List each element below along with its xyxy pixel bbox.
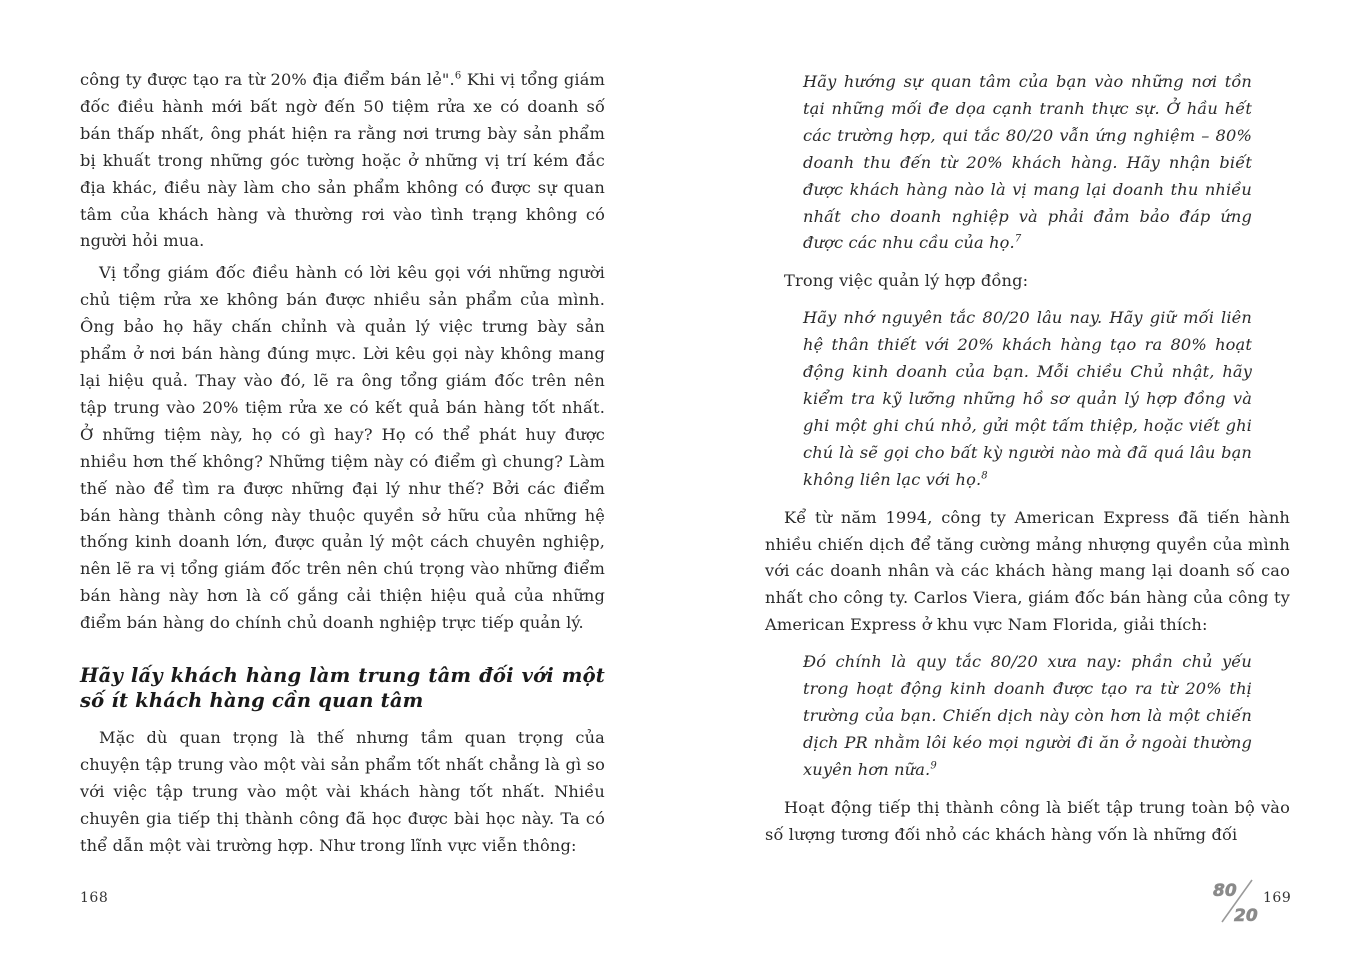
- footnote-marker: 7: [1014, 234, 1022, 246]
- quote-text: Hãy nhớ nguyên tắc 80/20 lâu nay. Hãy giữ mối liên hệ thân thiết với 20% khách hàng tạo ra 80% hoạt động kinh doanh của bạn. Mỗi chiều Chủ nhật, hãy kiểm tra kỹ lưỡng những hồ sơ quản lý hợp đồng và ghi một ghi chú nhỏ, gửi một tấm thiệp, hoặc viết ghi chú là sẽ gọi cho bất kỳ người nào mà đã quá lâu bạn không liên lạc với họ.: [803, 308, 1252, 489]
- paragraph-american-express: Kể từ năm 1994, công ty American Express đã tiến hành nhiều chiến dịch để tăng cường mảng nhượng quyền của mình với các doanh nhân và các khách hàng mang lại doanh số cao nhất cho công ty. Carlos Viera, giám đốc bán hàng của công ty American Express ở khu vực Nam Florida, giải thích:: [765, 507, 1290, 635]
- logo-bottom-number: 20: [1234, 906, 1258, 926]
- left-text-column: [80, 67, 605, 860]
- page-number-right: 169: [1263, 890, 1292, 906]
- footnote-marker: 6: [454, 70, 462, 82]
- paragraph-text: công ty được tạo ra từ 20% địa điểm bán lẻ".: [80, 70, 455, 89]
- quote-block-2: [803, 305, 1252, 493]
- section-heading: Hãy lấy khách hàng làm trung tâm đối với một số ít khách hàng cần quan tâm: [80, 664, 605, 713]
- paragraph-contract-intro: Trong việc quản lý hợp đồng:: [784, 271, 1029, 291]
- quote-block-3: [803, 649, 1252, 784]
- quote-text: Đó chính là quy tắc 80/20 xưa nay: phần chủ yếu trong hoạt động kinh doanh được tạo ra từ 20% thị trường của bạn. Chiến dịch này còn hơn là một chiến dịch PR nhằm lôi kéo mọi người đi ăn ở ngoài thường xuyên hơn nữa.: [803, 652, 1252, 779]
- book-logo-80-20: [1212, 876, 1262, 926]
- footnote-marker: 8: [981, 470, 988, 482]
- right-text-column: [765, 67, 1290, 848]
- right-page: [685, 0, 1370, 969]
- page-number-left: 168: [80, 890, 109, 906]
- footnote-marker: 9: [930, 760, 937, 772]
- paragraph-marketing: Hoạt động tiếp thị thành công là biết tập trung toàn bộ vào số lượng tương đối nhỏ các khách hàng vốn là những đối: [765, 797, 1290, 844]
- paragraph-text: Khi vị tổng giám đốc điều hành mới bất ngờ đến 50 tiệm rửa xe có doanh số bán thấp nhất, ông phát hiện ra rằng nơi trưng bày sản phẩm bị khuất trong những góc tường hoặc ở những vị trí kém đắc địa khác, điều này làm cho sản phẩm không có được sự quan tâm của khách hàng và thường rơi vào tình trạng không có người hỏi mua.: [80, 70, 605, 251]
- quote-text: Hãy hướng sự quan tâm của bạn vào những nơi tồn tại những mối đe dọa cạnh tranh thực sự. Ở hầu hết các trường hợp, qui tắc 80/20 vẫn ứng nghiệm – 80% doanh thu đến từ 20% khách hàng. Hãy nhận biết được khách hàng nào là vị mang lại doanh thu nhiều nhất cho doanh nghiệp và phải đảm bảo đáp ứng được các nhu cầu của họ.: [803, 72, 1252, 253]
- quote-block-1: [803, 69, 1252, 257]
- paragraph-store-appeal: Vị tổng giám đốc điều hành có lời kêu gọi với những người chủ tiệm rửa xe không bán được nhiều sản phẩm của mình. Ông bảo họ hãy chấn chỉnh và quản lý việc trưng bày sản phẩm ở nơi bán hàng đúng mực. Lời kêu gọi này không mang lại hiệu quả. Thay vào đó, lẽ ra ông tổng giám đốc trên nên tập trung vào 20% tiệm rửa xe có kết quả bán hàng tốt nhất. Ở những tiệm này, họ có gì hay? Họ có thể phát huy được nhiều hơn thế không? Những tiệm này có điểm gì chung? Làm thế nào để tìm ra được những đại lý như thế? Bởi các điểm bán hàng thành công này thuộc quyền sở hữu của những hệ thống kinh doanh lớn, được quản lý một cách chuyên nghiệp, nên lẽ ra vị tổng giám đốc trên nên chú trọng vào những điểm bán hàng này hơn là cố gắng cải thiện hiệu quả của những điểm bán hàng do chính chủ doanh nghiệp trực tiếp quản lý.: [80, 263, 605, 633]
- paragraph-customer-focus: Mặc dù quan trọng là thế nhưng tầm quan trọng của chuyện tập trung vào một vài sản phẩm tốt nhất chẳng là gì so với việc tập trung vào một vài khách hàng tốt nhất. Nhiều chuyên gia tiếp thị thành công đã học được bài học này. Ta có thể dẫn một vài trường hợp. Như trong lĩnh vực viễn thông:: [80, 728, 605, 855]
- logo-top-number: 80: [1213, 881, 1237, 901]
- paragraph-continued: [80, 67, 605, 255]
